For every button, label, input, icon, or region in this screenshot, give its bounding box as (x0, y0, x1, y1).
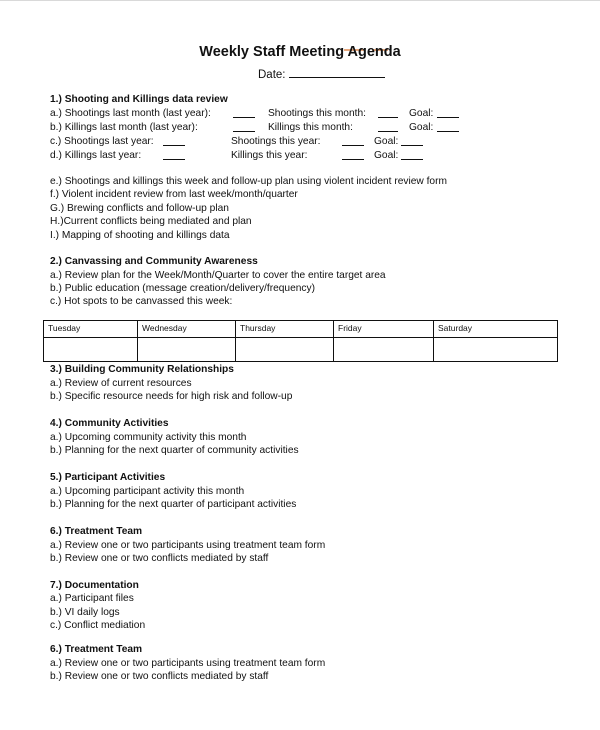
table-row (44, 338, 558, 362)
table-header-cell: Thursday (236, 321, 334, 338)
section-6-heading: 6.) Treatment Team (50, 526, 143, 537)
s1-row-c-goal-blank[interactable] (401, 136, 423, 146)
s1-row-b-label: b.) Killings last month (last year): (50, 122, 198, 133)
s1-row-d-blank[interactable] (163, 150, 185, 160)
s1-row-d-mid: Killings this year: (231, 150, 308, 161)
s1-row-c-mid-blank[interactable] (342, 136, 364, 146)
s8-item: b.) Review one or two conflicts mediated by staff (50, 671, 269, 682)
section-4-heading: 4.) Community Activities (50, 418, 169, 429)
table-header-cell: Wednesday (138, 321, 236, 338)
section-1-heading: 1.) Shooting and Killings data review (50, 94, 228, 105)
s1-row-b-goal-blank[interactable] (437, 122, 459, 132)
s1-item: e.) Shootings and killings this week and follow-up plan using violent incident review form (50, 176, 447, 187)
s1-row-c-mid: Shootings this year: (231, 136, 321, 147)
table-cell[interactable] (44, 338, 138, 362)
date-field (258, 67, 385, 81)
s1-row-c-label: c.) Shootings last year: (50, 136, 154, 147)
page-title: Weekly Staff Meeting Agenda (199, 44, 401, 60)
section-2-heading: 2.) Canvassing and Community Awareness (50, 256, 258, 267)
s1-row-d-goal: Goal: (374, 150, 399, 161)
s7-item: a.) Participant files (50, 593, 134, 604)
s1-item: f.) Violent incident review from last week/month/quarter (50, 189, 298, 200)
section-7-heading: 7.) Documentation (50, 580, 139, 591)
s1-row-b-goal: Goal: (409, 122, 434, 133)
s2-item: c.) Hot spots to be canvassed this week: (50, 296, 233, 307)
s1-row-a-goal-blank[interactable] (437, 108, 459, 118)
s6-item: b.) Review one or two conflicts mediated by staff (50, 553, 269, 564)
s3-item: b.) Specific resource needs for high risk and follow-up (50, 391, 293, 402)
s1-row-a-label: a.) Shootings last month (last year): (50, 108, 211, 119)
table-cell[interactable] (434, 338, 558, 362)
s1-row-d-mid-blank[interactable] (342, 150, 364, 160)
s1-row-c-goal: Goal: (374, 136, 399, 147)
s1-row-a-blank[interactable] (233, 108, 255, 118)
s1-row-d-goal-blank[interactable] (401, 150, 423, 160)
table-cell[interactable] (138, 338, 236, 362)
table-cell[interactable] (334, 338, 434, 362)
s1-item: H.)Current conflicts being mediated and plan (50, 216, 252, 227)
s1-row-a-mid: Shootings this month: (268, 108, 366, 119)
s8-item: a.) Review one or two participants using treatment team form (50, 658, 326, 669)
s2-item: a.) Review plan for the Week/Month/Quarter to cover the entire target area (50, 270, 386, 281)
s7-item: c.) Conflict mediation (50, 620, 146, 631)
date-label: Date: (258, 69, 286, 81)
table-header-row (44, 321, 558, 338)
table-header-cell: Friday (334, 321, 434, 338)
s1-row-b-mid: Killings this month: (268, 122, 353, 133)
s5-item: b.) Planning for the next quarter of participant activities (50, 499, 297, 510)
s7-item: b.) VI daily logs (50, 607, 120, 618)
s3-item: a.) Review of current resources (50, 378, 192, 389)
section-8-heading: 6.) Treatment Team (50, 644, 143, 655)
table-header-cell: Saturday (434, 321, 558, 338)
date-blank[interactable] (289, 67, 385, 78)
s4-item: a.) Upcoming community activity this month (50, 432, 247, 443)
table-header-cell: Tuesday (44, 321, 138, 338)
hot-spots-table (43, 320, 558, 362)
s5-item: a.) Upcoming participant activity this month (50, 486, 245, 497)
s1-row-a-mid-blank[interactable] (378, 108, 398, 118)
s1-row-b-blank[interactable] (233, 122, 255, 132)
section-5-heading: 5.) Participant Activities (50, 472, 166, 483)
s1-row-a-goal: Goal: (409, 108, 434, 119)
s1-item: I.) Mapping of shooting and killings data (50, 230, 230, 241)
s1-row-c-blank[interactable] (163, 136, 185, 146)
s1-item: G.) Brewing conflicts and follow-up plan (50, 203, 229, 214)
section-3-heading: 3.) Building Community Relationships (50, 364, 234, 375)
table-cell[interactable] (236, 338, 334, 362)
s1-row-d-label: d.) Killings last year: (50, 150, 142, 161)
s4-item: b.) Planning for the next quarter of community activities (50, 445, 299, 456)
s6-item: a.) Review one or two participants using treatment team form (50, 540, 326, 551)
top-divider (0, 0, 600, 1)
s2-item: b.) Public education (message creation/delivery/frequency) (50, 283, 316, 294)
s1-row-b-mid-blank[interactable] (378, 122, 398, 132)
